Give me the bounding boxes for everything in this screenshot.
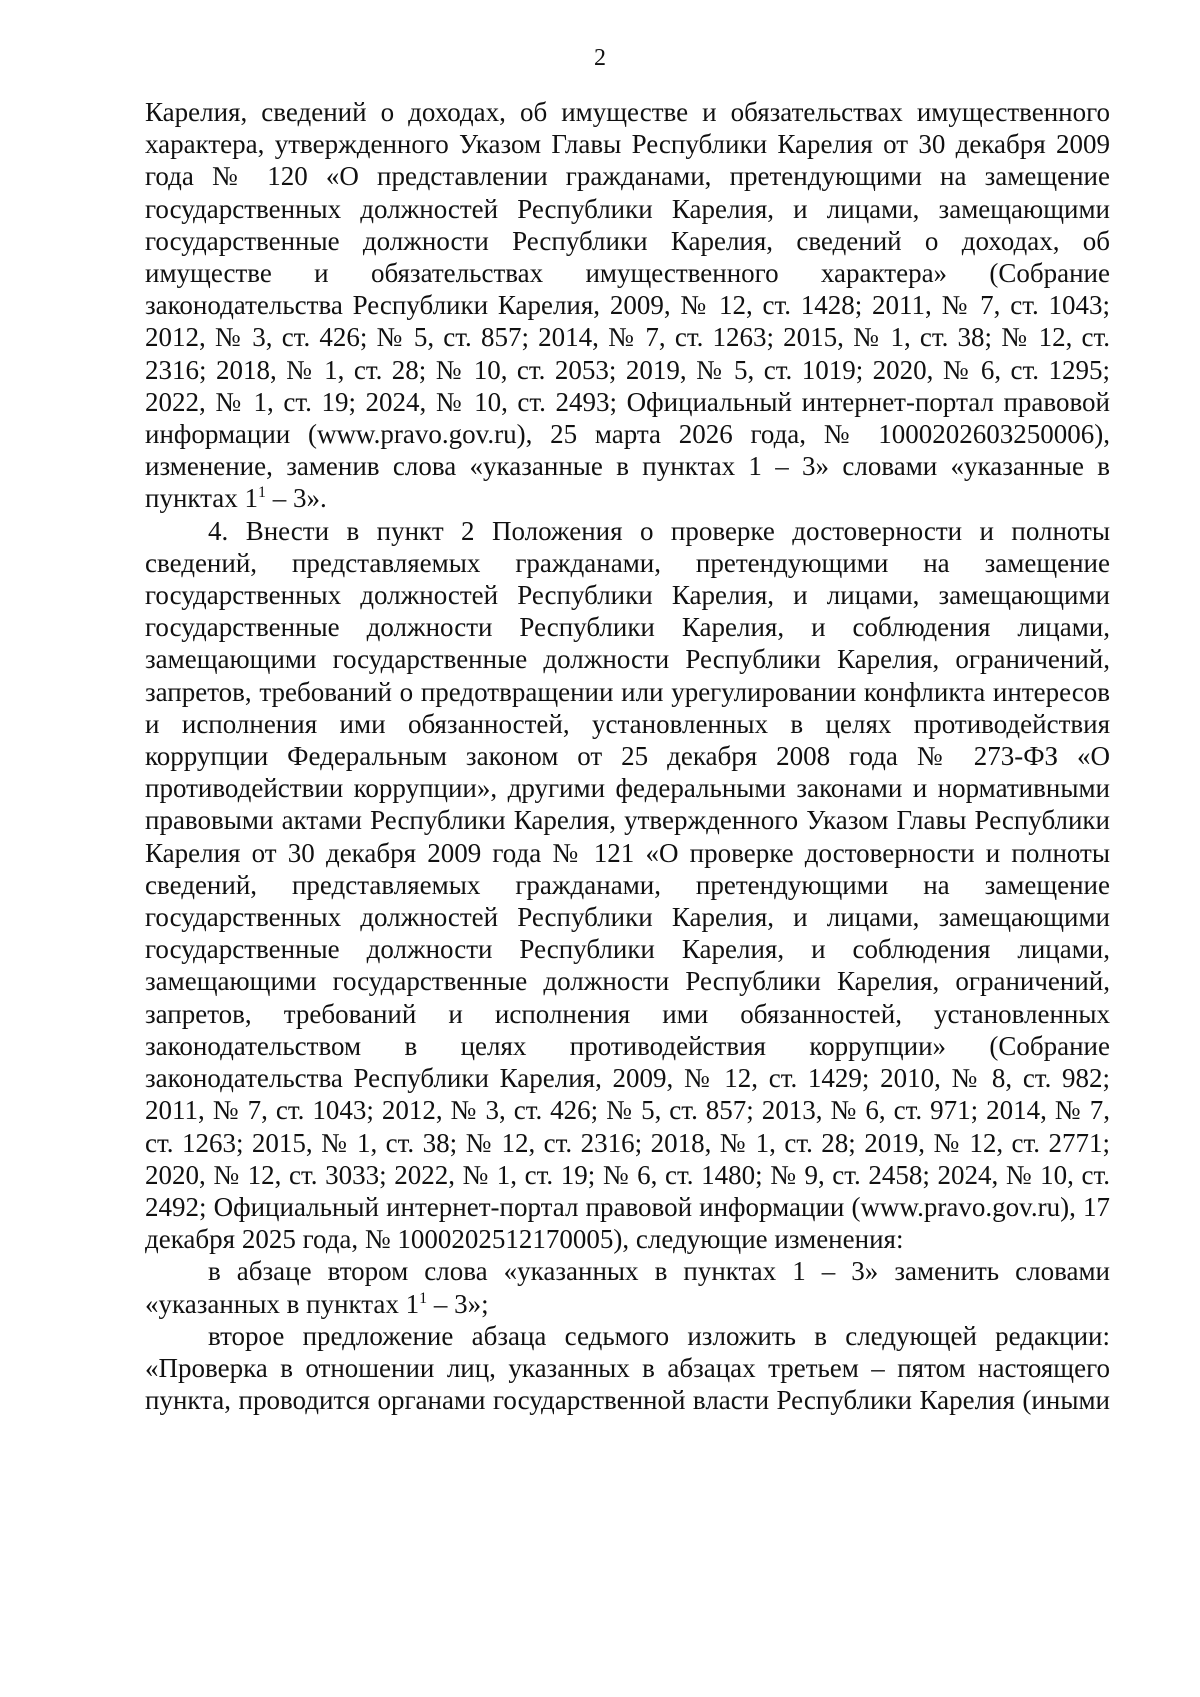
paragraph-text-middle: словами «указанные в пунктах 1 <box>145 451 1110 514</box>
paragraph-text-tail: – 3». <box>266 483 327 514</box>
superscript-one: 1 <box>258 484 267 502</box>
paragraph-text-tail: – 3»; <box>427 1288 489 1319</box>
paragraph-item-4 <box>145 515 1110 1256</box>
paragraph-text: в абзаце втором слова «указанных в пунктах 1 – 3» заменить словами «указанных в пунктах 1 <box>145 1256 1110 1319</box>
document-body <box>145 96 1110 1416</box>
page-number: 2 <box>594 45 606 71</box>
paragraph-abzats-vtoroy <box>145 1255 1110 1319</box>
superscript-one: 1 <box>419 1289 428 1307</box>
paragraph-text: второе предложение абзаца седьмого изложить в следующей редакции: «Проверка в отношении лиц, указанных в абзацах третьем – пятом настоящего пункта, проводится органами государственной власти Республики Карелия (иными <box>145 1320 1110 1416</box>
paragraph-text: 4. Внести в пункт 2 Положения о проверке достоверности и полноты сведений, представляемых гражданами, претендующими на замещение государственных должностей Республики Карелия, и лицами, замещающими государственные должности Республики Карелия, и соблюдения лицами, замещающими государственные должности Республики Карелия, ограничений, запретов, требований о предотвращении или урегулировании конфликта интересов и исполнения ими обязанностей, установленных в целях противодействия коррупции Федеральным законом от 25 декабря 2008 года № 273-ФЗ «О противодействии коррупции», другими федеральными законами и нормативными правовыми актами Республики Карелия, утвержденного Указом Главы Республики Карелия от 30 декабря 2009 года № 121 «О проверке достоверности и полноты сведений, представляемых гражданами, претендующими на замещение государственных должностей Республики Карелия, и лицами, замещающими государственные должности Республики Карелия, и соблюдения лицами, замещающими государственные должности Республики Карелия, ограничений, запретов, требований и исполнения ими обязанностей, установленных законодательством в целях противодействия коррупции» (Собрание законодательства Республики Карелия, 2009, № 12, ст. 1429; 2010, № 8, ст. 982; 2011, № 7, ст. 1043; 2012, № 3, ст. 426; № 5, ст. 857; 2013, № 6, ст. 971; 2014, № 7, ст. 1263; 2015, № 1, ст. 38; № 12, ст. 2316; 2018, № 1, ст. 28; 2019, № 12, ст. 2771; 2020, № 12, ст. 3033; 2022, № 1, ст. 19; № 6, ст. 1480; № 9, ст. 2458; 2024, № 10, ст. 2492; Официальный интернет-портал правовой информации (www.pravo.gov.ru), 17 декабря 2025 года, № 1000202512170005), следующие изменения: <box>145 515 1110 1255</box>
paragraph-abzats-sedmoy <box>145 1320 1110 1417</box>
paragraph-text: Карелия, сведений о доходах, об имуществе и обязательствах имущественного характера, утвержденного Указом Главы Республики Карелия от 30 декабря 2009 года № 120 «О представлении гражданами, претендующими на замещение государственных должностей Республики Карелия, и лицами, замещающими государственные должности Республики Карелия, сведений о доходах, об имуществе и обязательствах имущественного характера» (Собрание законодательства Республики Карелия, 2009, № 12, ст. 1428; 2011, № 7, ст. 1043; 2012, № 3, ст. 426; № 5, ст. 857; 2014, № 7, ст. 1263; 2015, № 1, ст. 38; № 12, ст. 2316; 2018, № 1, ст. 28; № 10, ст. 2053; 2019, № 5, ст. 1019; 2020, № 6, ст. 1295; 2022, № 1, ст. 19; 2024, № 10, ст. 2493; Официальный интернет-портал правовой информации (www.pravo.gov.ru), 25 марта 2026 года, № 1000202603250006), изменение, заменив слова «указанные в пунктах 1 – 3» <box>145 97 1110 482</box>
paragraph-karelia-income-decree <box>145 96 1110 515</box>
